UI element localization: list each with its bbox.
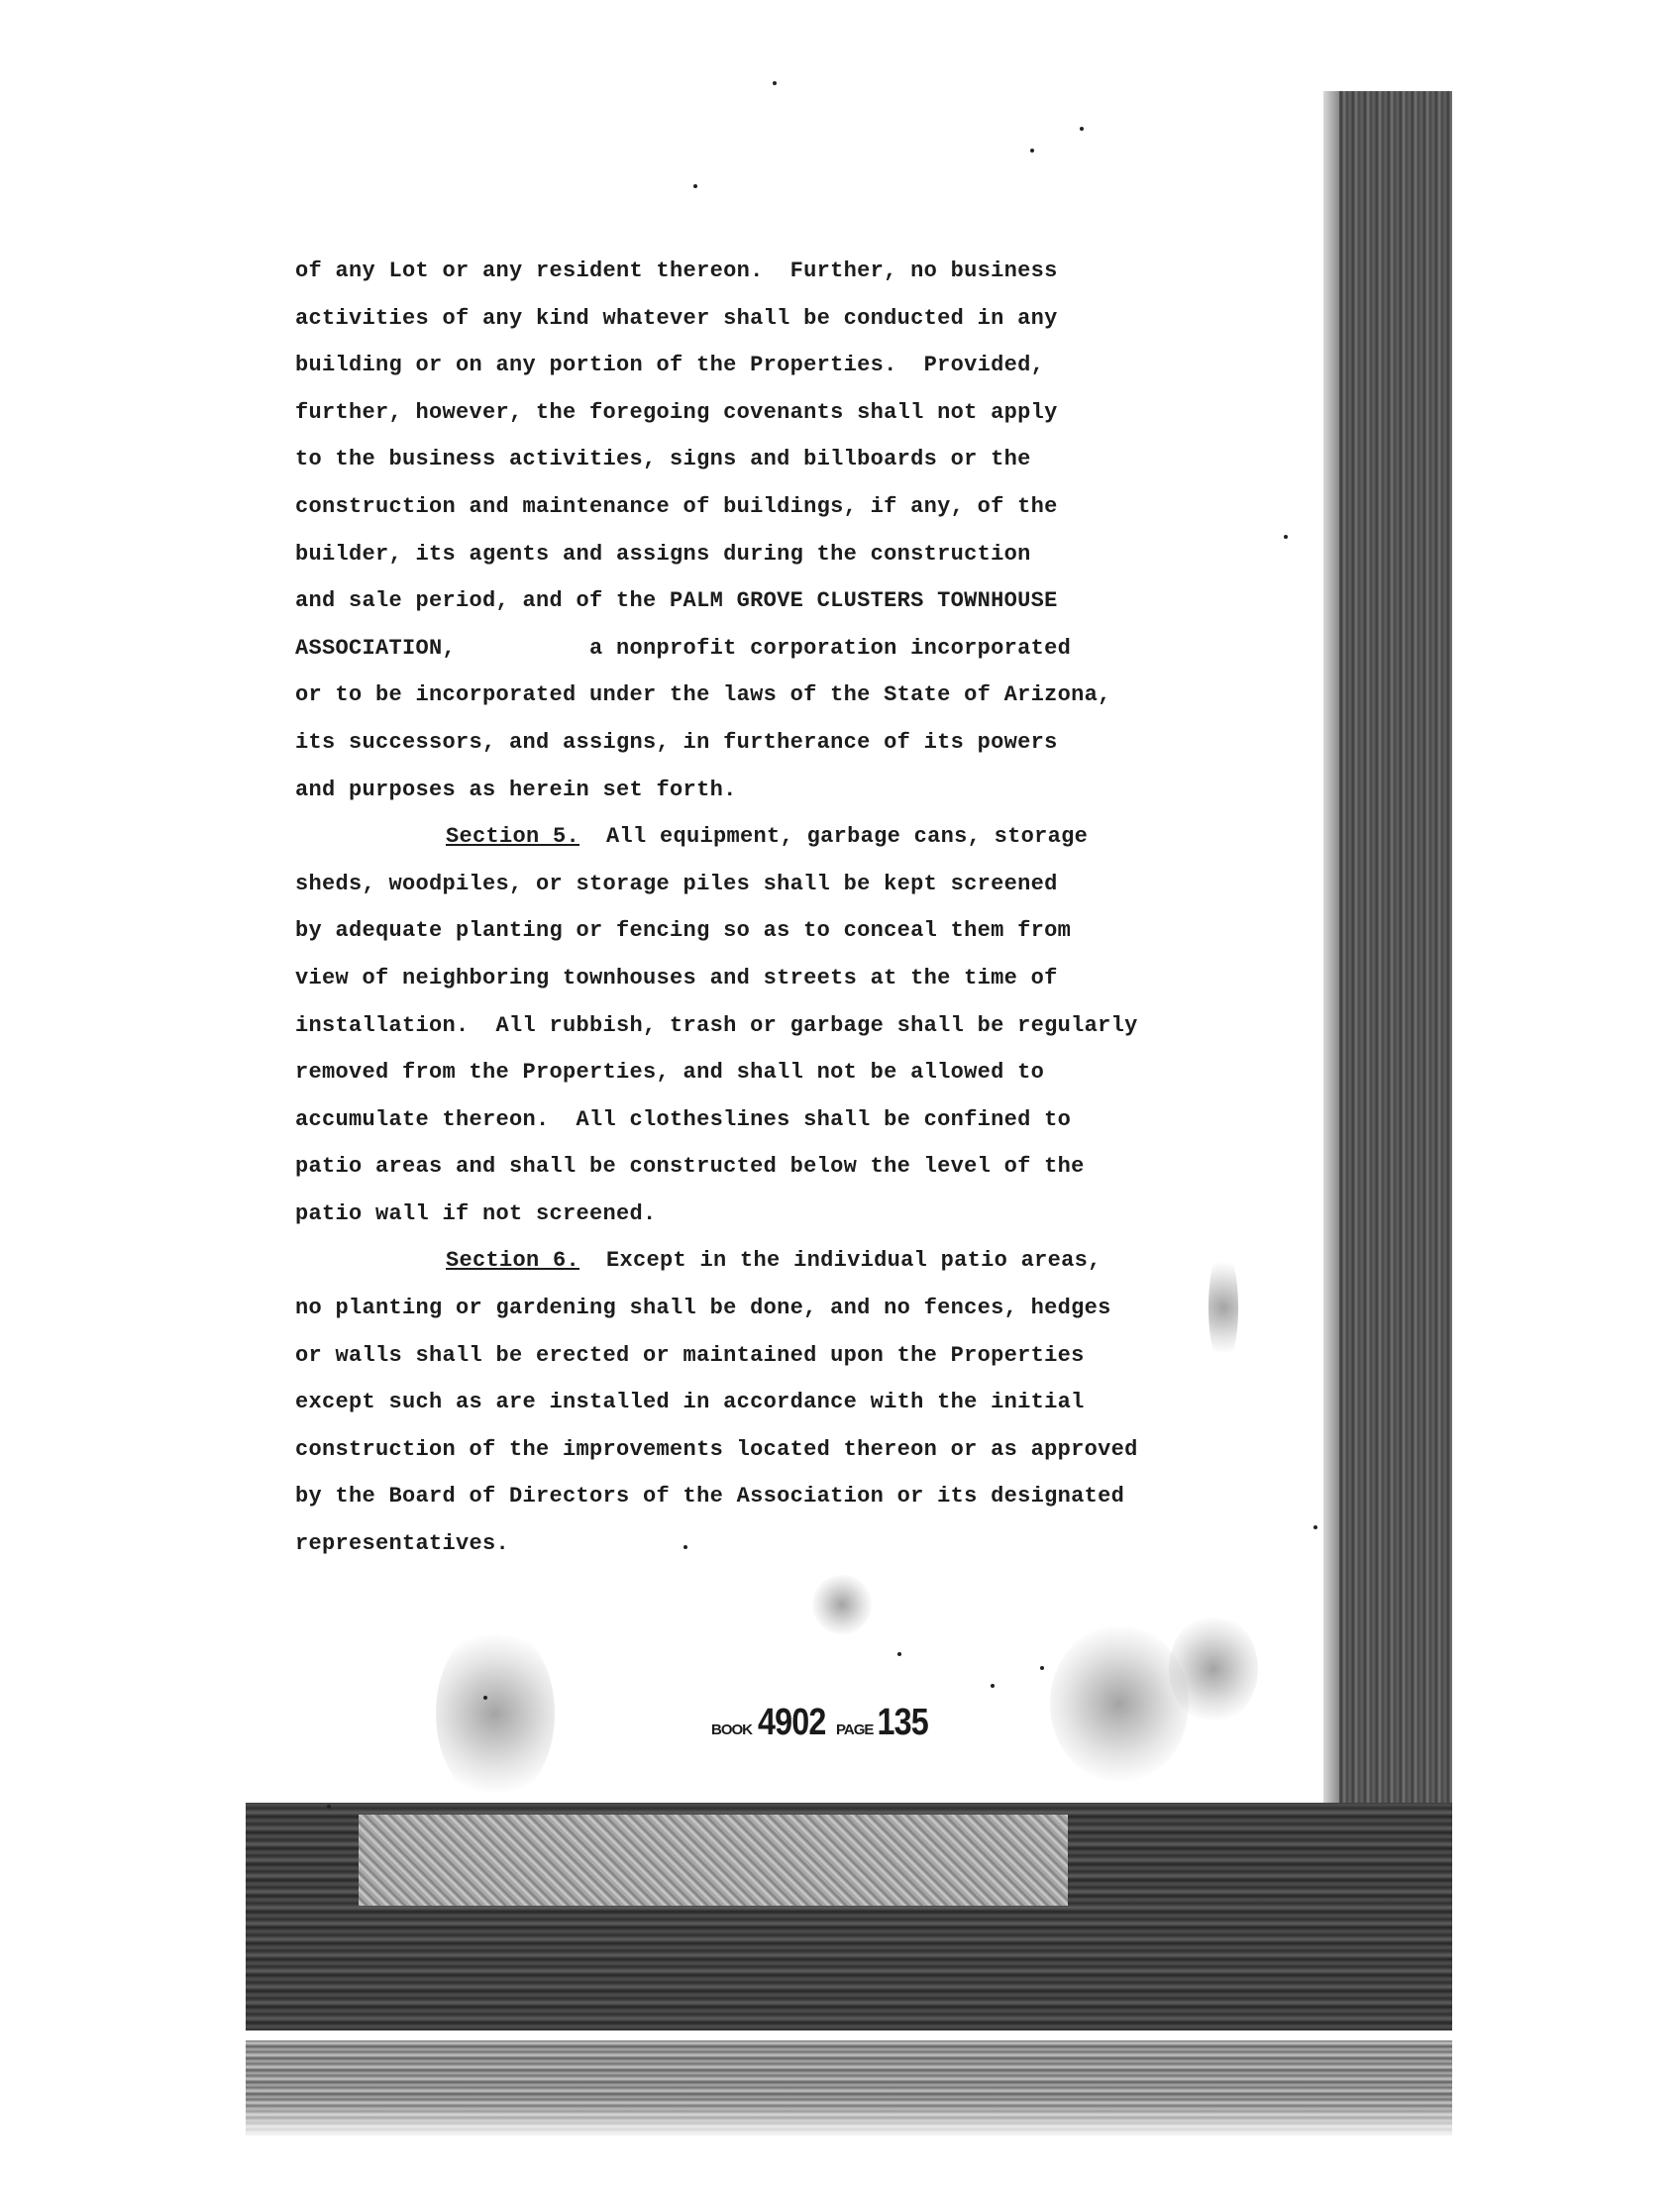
section-5-first-line-text: All equipment, garbage cans, storage bbox=[579, 824, 1089, 850]
scan-speck bbox=[1080, 127, 1084, 131]
scan-speck bbox=[327, 1805, 331, 1809]
text-line: ASSOCIATION, a nonprofit corporation incorporated bbox=[295, 635, 1072, 661]
scan-speck bbox=[1313, 1525, 1317, 1529]
text-line: view of neighboring townhouses and streets at the time of bbox=[295, 965, 1058, 990]
text-line: or to be incorporated under the laws of the State of Arizona, bbox=[295, 682, 1111, 708]
text-line: representatives. bbox=[295, 1531, 510, 1557]
book-label: BOOK bbox=[711, 1721, 752, 1738]
section-6-first-line-text: Except in the individual patio areas, bbox=[579, 1248, 1102, 1274]
text-line: or walls shall be erected or maintained upon the Properties bbox=[295, 1342, 1085, 1368]
text-line: construction and maintenance of buildings, if any, of the bbox=[295, 493, 1058, 519]
page-number: 135 bbox=[877, 1702, 929, 1743]
text-line: sheds, woodpiles, or storage piles shall be kept screened bbox=[295, 871, 1058, 896]
book-page-stamp bbox=[711, 1702, 933, 1744]
scan-bottom-fade bbox=[246, 2100, 1452, 2139]
scan-speck bbox=[1284, 535, 1288, 539]
text-line: by the Board of Directors of the Association or its designated bbox=[295, 1484, 1125, 1510]
text-line: and sale period, and of the PALM GROVE CLUSTERS TOWNHOUSE bbox=[295, 588, 1058, 614]
page-label: PAGE bbox=[836, 1721, 874, 1738]
text-line: further, however, the foregoing covenants shall not apply bbox=[295, 399, 1058, 425]
page-fold-edge bbox=[1323, 91, 1339, 1815]
text-line: to the business activities, signs and billboards or the bbox=[295, 447, 1031, 472]
document-body bbox=[295, 248, 1266, 1568]
scan-speck bbox=[483, 1696, 487, 1700]
text-line: activities of any kind whatever shall be conducted in any bbox=[295, 305, 1058, 331]
text-line: patio wall if not screened. bbox=[295, 1200, 657, 1226]
text-line: its successors, and assigns, in furtherance of its powers bbox=[295, 729, 1058, 755]
text-line: builder, its agents and assigns during the construction bbox=[295, 541, 1031, 567]
scan-speck bbox=[991, 1684, 995, 1688]
ink-smudge bbox=[1169, 1614, 1258, 1723]
section-6-heading: Section 6. bbox=[446, 1248, 580, 1274]
scan-speck bbox=[1040, 1666, 1044, 1670]
ink-smudge bbox=[812, 1575, 872, 1634]
text-line: removed from the Properties, and shall not be allowed to bbox=[295, 1060, 1045, 1086]
scan-speck bbox=[693, 184, 697, 188]
section-6-first-line bbox=[295, 1237, 1266, 1285]
text-line: and purposes as herein set forth. bbox=[295, 777, 737, 802]
scan-speck bbox=[773, 81, 777, 85]
text-line: construction of the improvements located thereon or as approved bbox=[295, 1436, 1138, 1462]
text-line: of any Lot or any resident thereon. Further, no business bbox=[295, 259, 1058, 283]
text-line: by adequate planting or fencing so as to conceal them from bbox=[295, 918, 1072, 944]
scan-dark-right-edge bbox=[1323, 91, 1452, 1834]
ink-smudge bbox=[436, 1624, 555, 1803]
book-number: 4902 bbox=[758, 1702, 826, 1743]
text-line: accumulate thereon. All clotheslines shall be confined to bbox=[295, 1106, 1072, 1132]
text-line: installation. All rubbish, trash or garbage shall be regularly bbox=[295, 1012, 1138, 1038]
text-line: except such as are installed in accordance with the initial bbox=[295, 1390, 1085, 1415]
text-line: building or on any portion of the Properties. Provided, bbox=[295, 353, 1045, 378]
scan-light-patch bbox=[359, 1815, 1068, 1906]
text-line: no planting or gardening shall be done, and no fences, hedges bbox=[295, 1296, 1111, 1321]
section-5-first-line bbox=[295, 813, 1266, 861]
ink-smudge bbox=[1050, 1624, 1189, 1783]
text-line: patio areas and shall be constructed below the level of the bbox=[295, 1154, 1085, 1180]
scan-speck bbox=[1030, 149, 1034, 153]
scan-speck bbox=[897, 1652, 901, 1656]
section-5-heading: Section 5. bbox=[446, 824, 580, 850]
